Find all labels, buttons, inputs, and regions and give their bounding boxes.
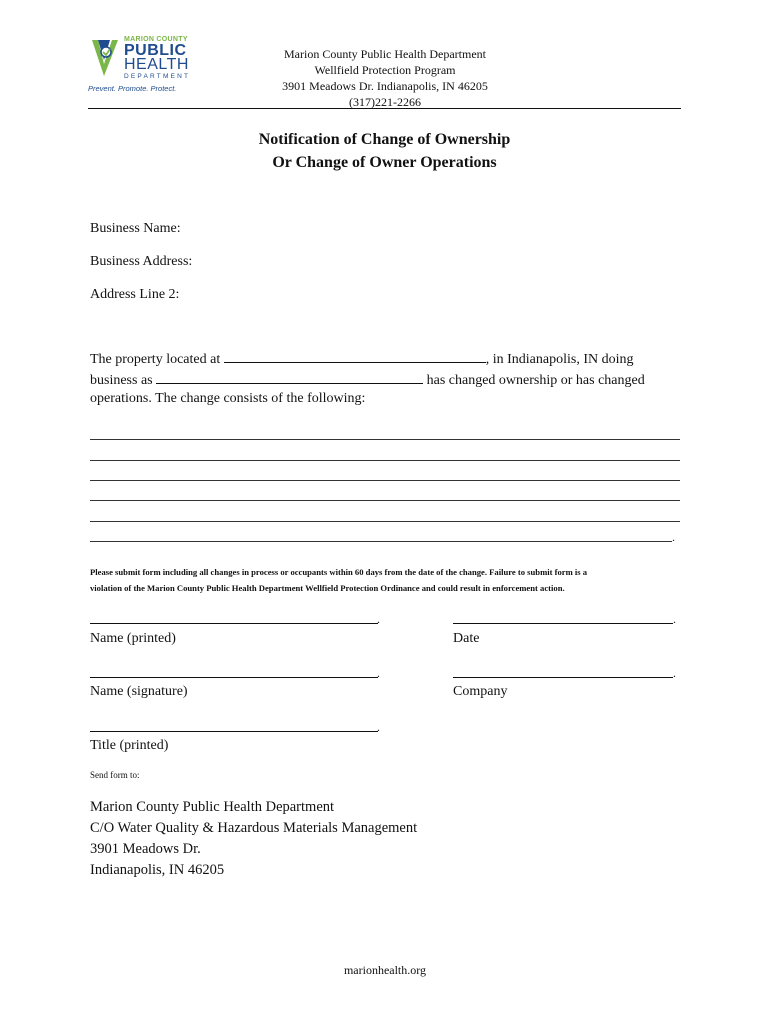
description-line[interactable] bbox=[90, 439, 680, 440]
mailing-address bbox=[90, 797, 417, 881]
notice-line2: violation of the Marion County Public Health Department Wellfield Protection Ordinance and could result in enforcement action. bbox=[90, 583, 565, 593]
line-end-mark: . bbox=[377, 666, 380, 680]
company-line[interactable] bbox=[453, 677, 673, 678]
company-label: Company bbox=[453, 684, 508, 699]
date-line[interactable] bbox=[453, 623, 673, 624]
description-line[interactable] bbox=[90, 460, 680, 461]
title-printed-line[interactable] bbox=[90, 731, 378, 732]
description-end-mark: . bbox=[672, 530, 675, 544]
name-printed-line[interactable] bbox=[90, 623, 378, 624]
statement-text: business as bbox=[90, 373, 157, 388]
mailing-attention: C/O Water Quality & Hazardous Materials Management bbox=[90, 820, 418, 836]
description-line[interactable] bbox=[90, 521, 680, 522]
header-org: Marion County Public Health Department bbox=[284, 47, 486, 61]
date-label: Date bbox=[453, 631, 480, 646]
header-divider bbox=[88, 108, 681, 109]
business-address-label: Business Address: bbox=[90, 254, 193, 269]
statement-text: has changed ownership or has changed bbox=[423, 373, 645, 388]
logo-emblem-icon bbox=[88, 34, 122, 80]
name-signature-label: Name (signature) bbox=[90, 684, 188, 699]
logo-public-text: PUBLIC bbox=[124, 42, 187, 59]
header-street: 3901 Meadows Dr. Indianapolis, IN 46205 bbox=[282, 79, 488, 93]
property-location-blank[interactable] bbox=[224, 350, 486, 363]
logo-department-text: DEPARTMENT bbox=[124, 73, 191, 80]
statement-text: , in Indianapolis, IN doing bbox=[485, 352, 634, 367]
mcphd-logo bbox=[88, 34, 208, 94]
header-program: Wellfield Protection Program bbox=[314, 63, 456, 77]
description-line[interactable] bbox=[90, 500, 680, 501]
mailing-city: Indianapolis, IN 46205 bbox=[90, 862, 225, 878]
mailing-org: Marion County Public Health Department bbox=[90, 799, 335, 815]
statement-line1 bbox=[90, 350, 633, 368]
header-phone: (317)221-2266 bbox=[349, 95, 421, 109]
business-name-label: Business Name: bbox=[90, 221, 181, 236]
title-printed-label: Title (printed) bbox=[90, 738, 169, 753]
form-title-line2: Or Change of Owner Operations bbox=[272, 154, 497, 171]
line-end-mark: . bbox=[377, 720, 380, 734]
statement-text: The property located at bbox=[90, 352, 224, 367]
line-end-mark: . bbox=[673, 612, 676, 626]
name-signature-line[interactable] bbox=[90, 677, 378, 678]
description-line[interactable] bbox=[90, 541, 672, 542]
address-line2-label: Address Line 2: bbox=[90, 287, 180, 302]
statement-line2 bbox=[90, 371, 645, 389]
submission-notice bbox=[90, 564, 682, 596]
mailing-street: 3901 Meadows Dr. bbox=[90, 841, 201, 857]
logo-tagline: Prevent. Promote. Protect. bbox=[88, 84, 177, 93]
statement-line3: operations. The change consists of the following: bbox=[90, 391, 366, 406]
notice-line1: Please submit form including all changes in process or occupants within 60 days from the date of the change. Failure to submit form is a bbox=[90, 567, 588, 577]
line-end-mark: . bbox=[377, 612, 380, 626]
form-title-line1: Notification of Change of Ownership bbox=[258, 131, 511, 148]
business-as-blank[interactable] bbox=[156, 371, 423, 384]
logo-county-text: MARION COUNTY bbox=[124, 36, 188, 43]
description-line[interactable] bbox=[90, 480, 680, 481]
send-form-label: Send form to: bbox=[90, 770, 140, 780]
name-printed-label: Name (printed) bbox=[90, 631, 176, 646]
footer-url: marionhealth.org bbox=[343, 963, 427, 977]
header-address-block bbox=[240, 46, 530, 110]
line-end-mark: . bbox=[673, 666, 676, 680]
logo-health-text: HEALTH bbox=[124, 56, 189, 73]
